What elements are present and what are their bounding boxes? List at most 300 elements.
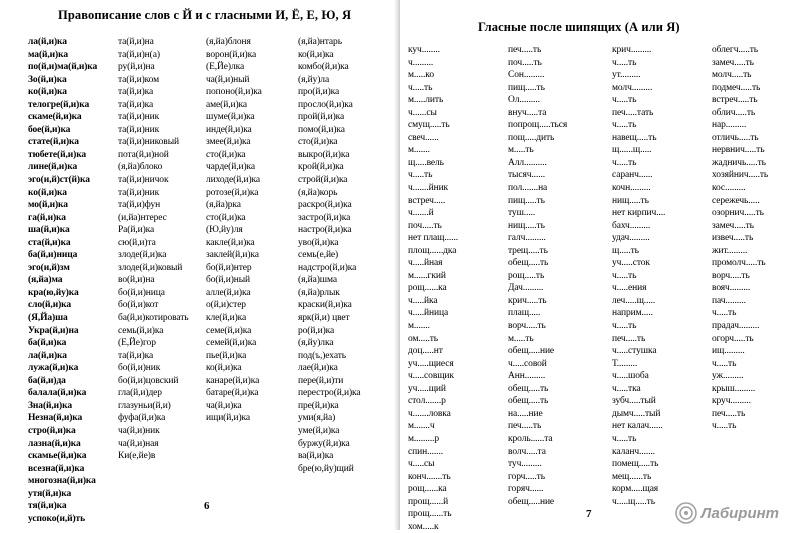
- word-item: туш.....: [508, 208, 536, 219]
- word-item: эго(и,й)ст(й)ка: [28, 175, 90, 186]
- word-item: бахч.........: [612, 220, 651, 231]
- word-item: ба(й,и)ка: [28, 338, 67, 349]
- word-item: смущ.....ть: [408, 120, 450, 131]
- word-item: обещ.....ние: [508, 496, 555, 507]
- word-item: ко(й,и)ка: [206, 363, 242, 374]
- word-item: м.......ч: [408, 421, 435, 432]
- word-item: прощ......ть: [408, 509, 452, 520]
- word-item: рощ.....ть: [508, 270, 545, 281]
- word-item: стате(й,и)ка: [28, 137, 79, 148]
- word-item: уми(я,йа): [298, 413, 336, 424]
- word-item: пота(й,и)ной: [118, 149, 169, 160]
- word-item: чарде(й,и)ка: [206, 162, 256, 173]
- word-item: волч.....та: [508, 446, 546, 457]
- word-item: саранч......: [612, 170, 653, 181]
- left-column-4: [298, 36, 361, 475]
- word-item: нет плащ......: [408, 233, 459, 244]
- word-item: нищ.....ть: [508, 220, 545, 231]
- word-item: пач.........: [712, 295, 746, 306]
- word-item: огорч.....ть: [712, 333, 754, 344]
- word-item: круч.........: [712, 396, 751, 407]
- word-item: та(й,и)ком: [118, 74, 160, 85]
- word-item: ч.....совой: [508, 358, 547, 369]
- word-item: ба(й,и)ница: [28, 250, 78, 261]
- word-item: ч.....ть: [612, 321, 637, 332]
- word-item: плащ.....: [508, 308, 541, 319]
- word-item: (я,йа)ма: [28, 275, 63, 286]
- word-item: уво(й,и)ка: [298, 237, 339, 248]
- word-item: площ......дка: [408, 245, 457, 256]
- word-item: печ.....ть: [508, 421, 542, 432]
- word-item: бре(ю,йу)щий: [298, 463, 354, 474]
- word-item: м.......: [408, 321, 430, 332]
- word-item: ч.....совщик: [408, 371, 454, 382]
- word-item: ут.........: [612, 70, 641, 81]
- labirint-logo-icon: [675, 502, 697, 524]
- word-item: какле(й,и)ка: [206, 237, 255, 248]
- word-item: нервнич.....ть: [712, 145, 765, 156]
- word-item: про(й,и)ка: [298, 87, 340, 98]
- word-item: ко(й,и)ка: [28, 87, 67, 98]
- word-item: (я,йа)шма: [298, 275, 337, 286]
- word-item: попоно(й,и)ка: [206, 87, 262, 98]
- right-column-2: [508, 44, 567, 508]
- word-item: тысяч......: [508, 170, 546, 181]
- word-item: печ.....ть: [712, 408, 746, 419]
- word-item: семь(й,и)ка: [118, 325, 164, 336]
- word-item: та(й,и)на: [118, 37, 154, 47]
- word-item: нар.........: [712, 120, 747, 131]
- word-item: обещ.....ть: [508, 396, 549, 407]
- word-item: та(й,и)никовый: [118, 137, 179, 148]
- word-item: раскро(й,и)ка: [298, 200, 352, 211]
- word-item: пощ.....дить: [508, 132, 555, 143]
- word-item: крой(й,и)ка: [298, 162, 344, 173]
- word-item: м.....лить: [408, 95, 444, 106]
- word-item: удач.........: [612, 233, 650, 244]
- word-item: ч.....стушка: [612, 346, 657, 357]
- word-item: вояч.........: [712, 283, 751, 294]
- word-item: (Е,Йе)лка: [206, 62, 245, 73]
- word-item: ротозе(й,и)ка: [206, 187, 259, 198]
- word-item: стро(й,и)ка: [28, 425, 76, 436]
- right-column-1: [408, 44, 458, 533]
- word-item: настро(й,и)ка: [298, 225, 352, 236]
- word-item: пье(й,и)ка: [206, 350, 247, 361]
- word-item: извеч.....ть: [712, 233, 754, 244]
- word-item: та(й,и)ник: [118, 112, 160, 123]
- word-item: помещ.....ть: [612, 459, 659, 470]
- word-item: (я,йа)блоко: [118, 162, 163, 173]
- word-item: ча(й,и)ник: [118, 425, 160, 436]
- word-item: ч.....ть: [612, 120, 637, 131]
- word-item: рощ......ка: [408, 283, 447, 294]
- word-item: кос.........: [712, 183, 746, 194]
- word-item: Укра(й,и)на: [28, 325, 79, 336]
- word-item: щ.....вель: [408, 157, 444, 168]
- word-item: ом.....ть: [408, 333, 439, 344]
- word-item: крич.........: [612, 45, 652, 55]
- word-item: бо(й,и)ник: [118, 363, 161, 374]
- word-item: рощ......ка: [408, 484, 447, 495]
- word-item: наприм.....: [612, 308, 653, 319]
- word-item: буржу(й,и)ка: [298, 438, 350, 449]
- word-item: злоде(й,и)ка: [118, 250, 167, 261]
- word-item: (я,йа)корь: [298, 187, 338, 198]
- word-item: краски(й,и)ка: [298, 300, 352, 311]
- word-item: ч.....йница: [408, 308, 449, 319]
- word-item: молч.........: [612, 82, 653, 93]
- word-item: аме(й,и)ка: [206, 99, 248, 110]
- word-item: ч.....сы: [408, 459, 435, 470]
- word-item: лужа(й,и)ка: [28, 363, 79, 374]
- word-item: на.....ние: [508, 408, 543, 419]
- word-item: (я,йа)нтарь: [298, 37, 342, 47]
- word-item: отличь.....ть: [712, 132, 759, 143]
- word-item: семе(й,и)ка: [206, 325, 252, 336]
- word-item: помо(й,и)ка: [298, 124, 345, 135]
- word-item: бое(й,и)ка: [28, 124, 71, 135]
- word-item: встреч.....ть: [712, 95, 758, 106]
- word-item: (и,йа)нтерес: [118, 212, 167, 223]
- word-item: обещ.....ть: [508, 383, 549, 394]
- word-item: прощ......й: [408, 496, 449, 507]
- word-item: ч.....ть: [612, 57, 637, 68]
- word-item: Дач.........: [508, 283, 544, 294]
- word-item: кле(й,и)ка: [206, 313, 247, 324]
- word-item: ч.....щ.....ть: [612, 496, 655, 507]
- word-item: ч.....ть: [612, 433, 637, 444]
- word-item: ба(й,и)котировать: [118, 313, 189, 324]
- word-item: сто(й,и)ка: [298, 137, 338, 148]
- word-item: галч.........: [508, 233, 546, 244]
- word-item: м.....ко: [408, 70, 434, 81]
- right-column-3: [612, 44, 665, 508]
- word-item: пищ.....ть: [508, 195, 545, 206]
- word-item: бо(й,и)нтер: [206, 262, 252, 273]
- word-item: корм.....щая: [612, 484, 659, 495]
- word-item: сю(й,и)та: [118, 237, 156, 248]
- word-item: всезна(й,и)ка: [28, 463, 85, 474]
- word-item: телогре(й,и)ка: [28, 99, 90, 110]
- word-item: многозна(й,и)ка: [28, 476, 96, 487]
- right-page-title: Гласные после шипящих (А или Я): [478, 20, 680, 34]
- word-item: прадач.........: [712, 321, 760, 332]
- word-item: застро(й,и)ка: [298, 212, 351, 223]
- word-item: та(й,и)ка: [118, 87, 154, 98]
- word-item: балала(й,и)ка: [28, 388, 87, 399]
- word-item: строй(й,и)ка: [298, 175, 348, 186]
- word-item: эго(и,й)зм: [28, 262, 70, 273]
- word-item: шуме(й,и)ка: [206, 112, 255, 123]
- word-item: сло(й,и)ка: [28, 300, 72, 311]
- word-item: ба(й,и)да: [28, 375, 66, 386]
- left-page: [0, 0, 398, 530]
- word-item: ч.........: [408, 57, 434, 68]
- word-item: ворч.....ть: [712, 270, 750, 281]
- word-item: алле(й,и)ка: [206, 287, 251, 298]
- word-item: лиходе(й,и)ка: [206, 175, 260, 186]
- word-item: бо(й,и)цовский: [118, 375, 179, 386]
- watermark-text: Лабиринт: [701, 504, 780, 522]
- word-item: м.....ть: [508, 145, 534, 156]
- word-item: Анн.........: [508, 371, 546, 382]
- word-item: глазуньи(й,и): [118, 400, 171, 411]
- word-item: фуфа(й,и)ка: [118, 413, 166, 424]
- word-item: горч.....ть: [508, 471, 545, 482]
- word-item: тюбете(й,и)ка: [28, 149, 87, 160]
- word-item: (я,йа)рлык: [298, 287, 340, 298]
- right-page: [400, 0, 800, 530]
- word-item: выкро(й,и)ка: [298, 149, 350, 160]
- word-item: куч........: [408, 45, 440, 55]
- word-item: бо(й,и)ница: [118, 287, 165, 298]
- word-item: уме(й,и)ка: [298, 425, 340, 436]
- word-item: (Я,Йа)ша: [28, 313, 68, 324]
- word-item: ко(й,и)ка: [28, 187, 67, 198]
- left-column-3: [206, 36, 262, 425]
- word-item: (Ю,йу)ля: [206, 225, 243, 236]
- word-item: ро(й,и)ка: [298, 325, 335, 336]
- word-item: уч.....щий: [408, 383, 446, 394]
- left-column-1: [28, 36, 97, 525]
- word-item: промолч.....ть: [712, 258, 766, 269]
- word-item: ста(й,и)ка: [28, 237, 71, 248]
- word-item: ч.....ть: [408, 82, 433, 93]
- word-item: ч.....тка: [612, 383, 641, 394]
- word-item: ч.....ть: [712, 308, 737, 319]
- word-item: (Е,Йе)гор: [118, 338, 156, 349]
- word-item: пищ.....ть: [508, 82, 545, 93]
- word-item: лине(й,и)ка: [28, 162, 78, 173]
- word-item: Ра(й,и)ка: [118, 225, 155, 236]
- word-item: та(й,и)фун: [118, 200, 161, 211]
- word-item: ч.....шоба: [612, 371, 649, 382]
- word-item: ла(й,и)ка: [28, 37, 67, 47]
- word-item: скамье(й,и)ка: [28, 451, 87, 462]
- word-item: прой(й,и)ка: [298, 112, 345, 123]
- word-item: Алл..........: [508, 157, 547, 168]
- word-item: ищи(й,и)ка: [206, 413, 251, 424]
- word-item: облегч.....ть: [712, 45, 759, 55]
- word-item: леч.....щ.....: [612, 295, 656, 306]
- word-item: ч.....ть: [408, 170, 433, 181]
- word-item: пол.......на: [508, 183, 548, 194]
- word-item: пере(й,и)ти: [298, 375, 344, 386]
- word-item: кочн.........: [612, 183, 651, 194]
- word-item: комбо(й,и)ка: [298, 62, 349, 73]
- word-item: ч.....ения: [612, 283, 647, 294]
- word-item: нет кирпич....: [612, 208, 666, 219]
- word-item: Сон.........: [508, 70, 545, 81]
- word-item: конч.......ть: [408, 471, 451, 482]
- word-item: ч.....ть: [712, 421, 737, 432]
- word-item: нищ.....ть: [612, 195, 649, 206]
- word-item: перестро(й,и)ка: [298, 388, 361, 399]
- word-item: уч.....сток: [612, 258, 650, 269]
- word-item: кра(ю,йу)ка: [28, 287, 79, 298]
- word-item: ч.......йник: [408, 183, 449, 194]
- right-page-number: 7: [586, 508, 592, 520]
- word-item: м......гкий: [408, 270, 446, 281]
- word-item: Зо(й,и)ка: [28, 74, 67, 85]
- word-item: жадничь.....ть: [712, 157, 766, 168]
- word-item: семь(е,йе): [298, 250, 339, 261]
- word-item: та(й,и)ничок: [118, 175, 169, 186]
- word-item: ч.....ть: [612, 270, 637, 281]
- word-item: ч.....ть: [612, 157, 637, 168]
- word-item: пре(й,и)ка: [298, 400, 339, 411]
- word-item: печ.....ть: [612, 333, 646, 344]
- word-item: поч.....ть: [408, 220, 442, 231]
- word-item: м.......: [408, 145, 430, 156]
- word-item: попрощ.....ться: [508, 120, 568, 131]
- word-item: сто(й,и)ка: [206, 149, 246, 160]
- word-item: та(й,и)н(а): [118, 49, 160, 60]
- word-item: щ.....ть: [612, 245, 639, 256]
- word-item: молч.....ть: [712, 70, 752, 81]
- word-item: инде(й,и)ка: [206, 124, 252, 135]
- word-item: обещ.....ть: [508, 258, 549, 269]
- word-item: горяч......: [508, 484, 544, 495]
- word-item: крыш.........: [712, 383, 756, 394]
- word-item: семей(й,и)ка: [206, 338, 257, 349]
- word-item: замеч.....ть: [712, 220, 754, 231]
- word-item: обещ.....ние: [508, 346, 555, 357]
- word-item: уч.....щиеся: [408, 358, 454, 369]
- word-item: Ки(е,йе)в: [118, 451, 156, 462]
- word-item: сто(й,и)ка: [206, 212, 246, 223]
- word-item: во(й,и)на: [118, 275, 155, 286]
- watermark: [675, 500, 795, 526]
- word-item: (я,йа)рка: [206, 200, 241, 211]
- word-item: гла(й,и)дер: [118, 388, 162, 399]
- left-page-number: 6: [204, 500, 210, 512]
- word-item: свеч......: [408, 132, 439, 143]
- word-item: ворч.....ть: [508, 321, 546, 332]
- word-item: поч.....ть: [508, 57, 542, 68]
- word-item: замеч.....ть: [712, 57, 754, 68]
- word-item: (я,йу)лка: [298, 338, 334, 349]
- word-item: ва(й,и)ка: [298, 451, 334, 462]
- word-item: ча(й,и)ка: [206, 400, 242, 411]
- word-item: о(й,и)стер: [206, 300, 246, 311]
- word-item: озорнич.....ть: [712, 208, 764, 219]
- word-item: (я,йа)блоня: [206, 37, 251, 47]
- word-item: бо(й,и)ный: [206, 275, 251, 286]
- word-item: щ......щ.....: [612, 145, 652, 156]
- word-item: внуч.....та: [508, 107, 547, 118]
- word-item: Ол.........: [508, 95, 540, 106]
- right-column-4: [712, 44, 768, 433]
- word-item: успоко(и,й)ть: [28, 513, 86, 524]
- word-item: печ.....тать: [612, 107, 654, 118]
- word-item: та(й,и)ка: [118, 350, 154, 361]
- word-item: подмеч.....ть: [712, 82, 761, 93]
- word-item: ч.....йная: [408, 258, 443, 269]
- word-item: стол.......р: [408, 396, 446, 407]
- word-item: крич.....ть: [508, 295, 547, 306]
- left-page-title: Правописание слов с Й и с гласными И, Ё, Е, Ю, Я: [58, 8, 352, 22]
- word-item: дымч.....тый: [612, 408, 661, 419]
- word-item: лазна(й,и)ка: [28, 438, 81, 449]
- word-item: сережечь.....: [712, 195, 760, 206]
- word-item: хозяйнич.....ть: [712, 170, 769, 181]
- word-item: ищ.........: [712, 346, 745, 357]
- word-item: ворон(й,и)ка: [206, 49, 257, 60]
- word-item: ко(й,и)ка: [298, 49, 334, 60]
- word-item: мещ......ть: [612, 471, 652, 482]
- word-item: ч.......й: [408, 208, 434, 219]
- word-item: мо(й,и)ка: [28, 200, 68, 211]
- word-item: зубч.....тый: [612, 396, 656, 407]
- word-item: бо(й,и)кот: [118, 300, 159, 311]
- word-item: облич.....ть: [712, 107, 756, 118]
- word-item: та(й,и)ник: [118, 124, 160, 135]
- word-item: змее(й,и)ка: [206, 137, 251, 148]
- word-item: ча(й,и)ный: [206, 74, 250, 85]
- word-item: тя(й,и)ка: [28, 501, 67, 512]
- word-item: лае(й,и)ка: [298, 363, 338, 374]
- word-item: ча(й,и)ная: [118, 438, 159, 449]
- word-item: та(й,и)ка: [118, 99, 154, 110]
- left-column-2: [118, 36, 189, 463]
- word-item: хом.....к: [408, 521, 439, 532]
- word-item: ч......сы: [408, 107, 437, 118]
- word-item: Зна(й,и)ка: [28, 400, 72, 411]
- word-item: встреч.....: [408, 195, 446, 206]
- word-item: уж.........: [712, 371, 744, 382]
- word-item: батаре(й,и)ка: [206, 388, 259, 399]
- word-item: просло(й,и)ка: [298, 99, 353, 110]
- word-item: кроль......та: [508, 433, 553, 444]
- word-item: (я,йу)ла: [298, 74, 330, 85]
- word-item: заклей(й,и)ка: [206, 250, 259, 261]
- word-item: под(ъ,)ехать: [298, 350, 346, 361]
- word-item: ч.....ть: [712, 358, 737, 369]
- word-item: трещ.....ть: [508, 245, 548, 256]
- word-item: м.........р: [408, 433, 440, 444]
- word-item: ярк(й,и) цвет: [298, 313, 350, 324]
- word-item: ч.......ловка: [408, 408, 451, 419]
- word-item: доц.....нт: [408, 346, 443, 357]
- word-item: спин.......: [408, 446, 443, 457]
- word-item: утя(й,и)ка: [28, 488, 72, 499]
- word-item: скаме(й,и)ка: [28, 112, 82, 123]
- word-item: Незна(й,и)ка: [28, 413, 83, 424]
- word-item: м.....ть: [508, 333, 534, 344]
- word-item: каланч.......: [612, 446, 655, 457]
- word-item: ч.....йка: [408, 295, 438, 306]
- word-item: печ.....ть: [508, 45, 542, 55]
- word-item: злоде(й,и)ковый: [118, 262, 183, 273]
- word-item: ма(й,и)ка: [28, 49, 68, 60]
- word-item: ша(й,и)ка: [28, 225, 70, 236]
- word-item: канаре(й,и)ка: [206, 375, 260, 386]
- word-item: та(й,и)ник: [118, 187, 160, 198]
- word-item: ла(й,и)ка: [28, 350, 67, 361]
- word-item: ру(й,и)на: [118, 62, 155, 73]
- word-item: по(й,и)ма(й,и)ка: [28, 62, 98, 73]
- word-item: надстро(й,и)ка: [298, 262, 357, 273]
- word-item: туч.........: [508, 459, 542, 470]
- word-item: ч.....ть: [612, 95, 637, 106]
- word-item: жит.........: [712, 245, 748, 256]
- word-item: Т.........: [612, 358, 638, 369]
- word-item: навещ.....ть: [612, 132, 657, 143]
- word-item: га(й,и)ка: [28, 212, 66, 223]
- word-item: нет калач......: [612, 421, 663, 432]
